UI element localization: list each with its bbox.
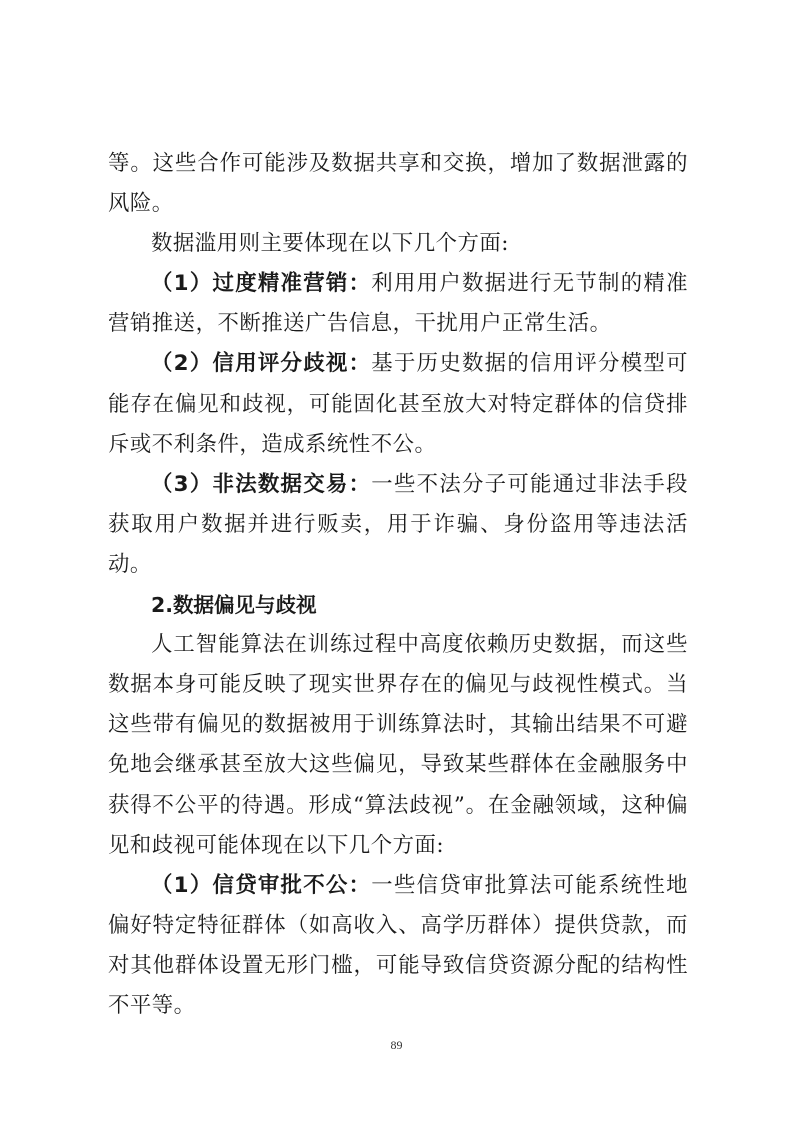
page-number: 89 (390, 1038, 403, 1052)
item-label: （3）非法数据交易： (151, 471, 372, 497)
item-label: （1）过度精准营销： (151, 271, 372, 297)
paragraph-illegal-data-trade (108, 465, 688, 585)
paragraph-data-misuse-intro: 数据滥用则主要体现在以下几个方面: (151, 231, 509, 257)
document-body (108, 144, 688, 1026)
item-text: 一些信贷审批算法可能系统性地偏好特定特征群体（如高收入、高学历群体）提供贷款，而对其他群体设置无形门槛，可能导致信贷资源分配的结构性不平等。 (108, 872, 688, 1018)
item-text: 利用用户数据进行无节制的精准营销推送，不断推送广告信息，干扰用户正常生活。 (108, 271, 688, 337)
item-text: 基于历史数据的信用评分模型可能存在偏见和歧视，可能固化甚至放大对特定群体的信贷排斥或不利条件，造成系统性不公。 (108, 351, 688, 457)
paragraph-continuation: 等。这些合作可能涉及数据共享和交换，增加了数据泄露的风险。 (108, 151, 688, 217)
section-heading: 2.数据偏见与歧视 (151, 593, 317, 618)
paragraph-credit-approval-unfair (108, 866, 688, 1026)
item-text: 一些不法分子可能通过非法手段获取用户数据并进行贩卖，用于诈骗、身份盗用等违法活动。 (108, 471, 688, 577)
paragraph-data-bias: 人工智能算法在训练过程中高度依赖历史数据，而这些数据本身可能反映了现实世界存在的偏见与歧视性模式。当这些带有偏见的数据被用于训练算法时，其输出结果不可避免地会继承甚至放大这些偏见，导致某些群体在金融服务中获得不公平的待遇。形成“算法歧视”。在金融领域，这种偏见和歧视可能体现在以下几个方面: (108, 632, 688, 858)
item-label: （2）信用评分歧视： (151, 351, 372, 377)
paragraph-precision-marketing (108, 264, 688, 344)
item-label: （1）信贷审批不公： (151, 872, 372, 898)
paragraph-credit-score-discrimination (108, 344, 688, 464)
